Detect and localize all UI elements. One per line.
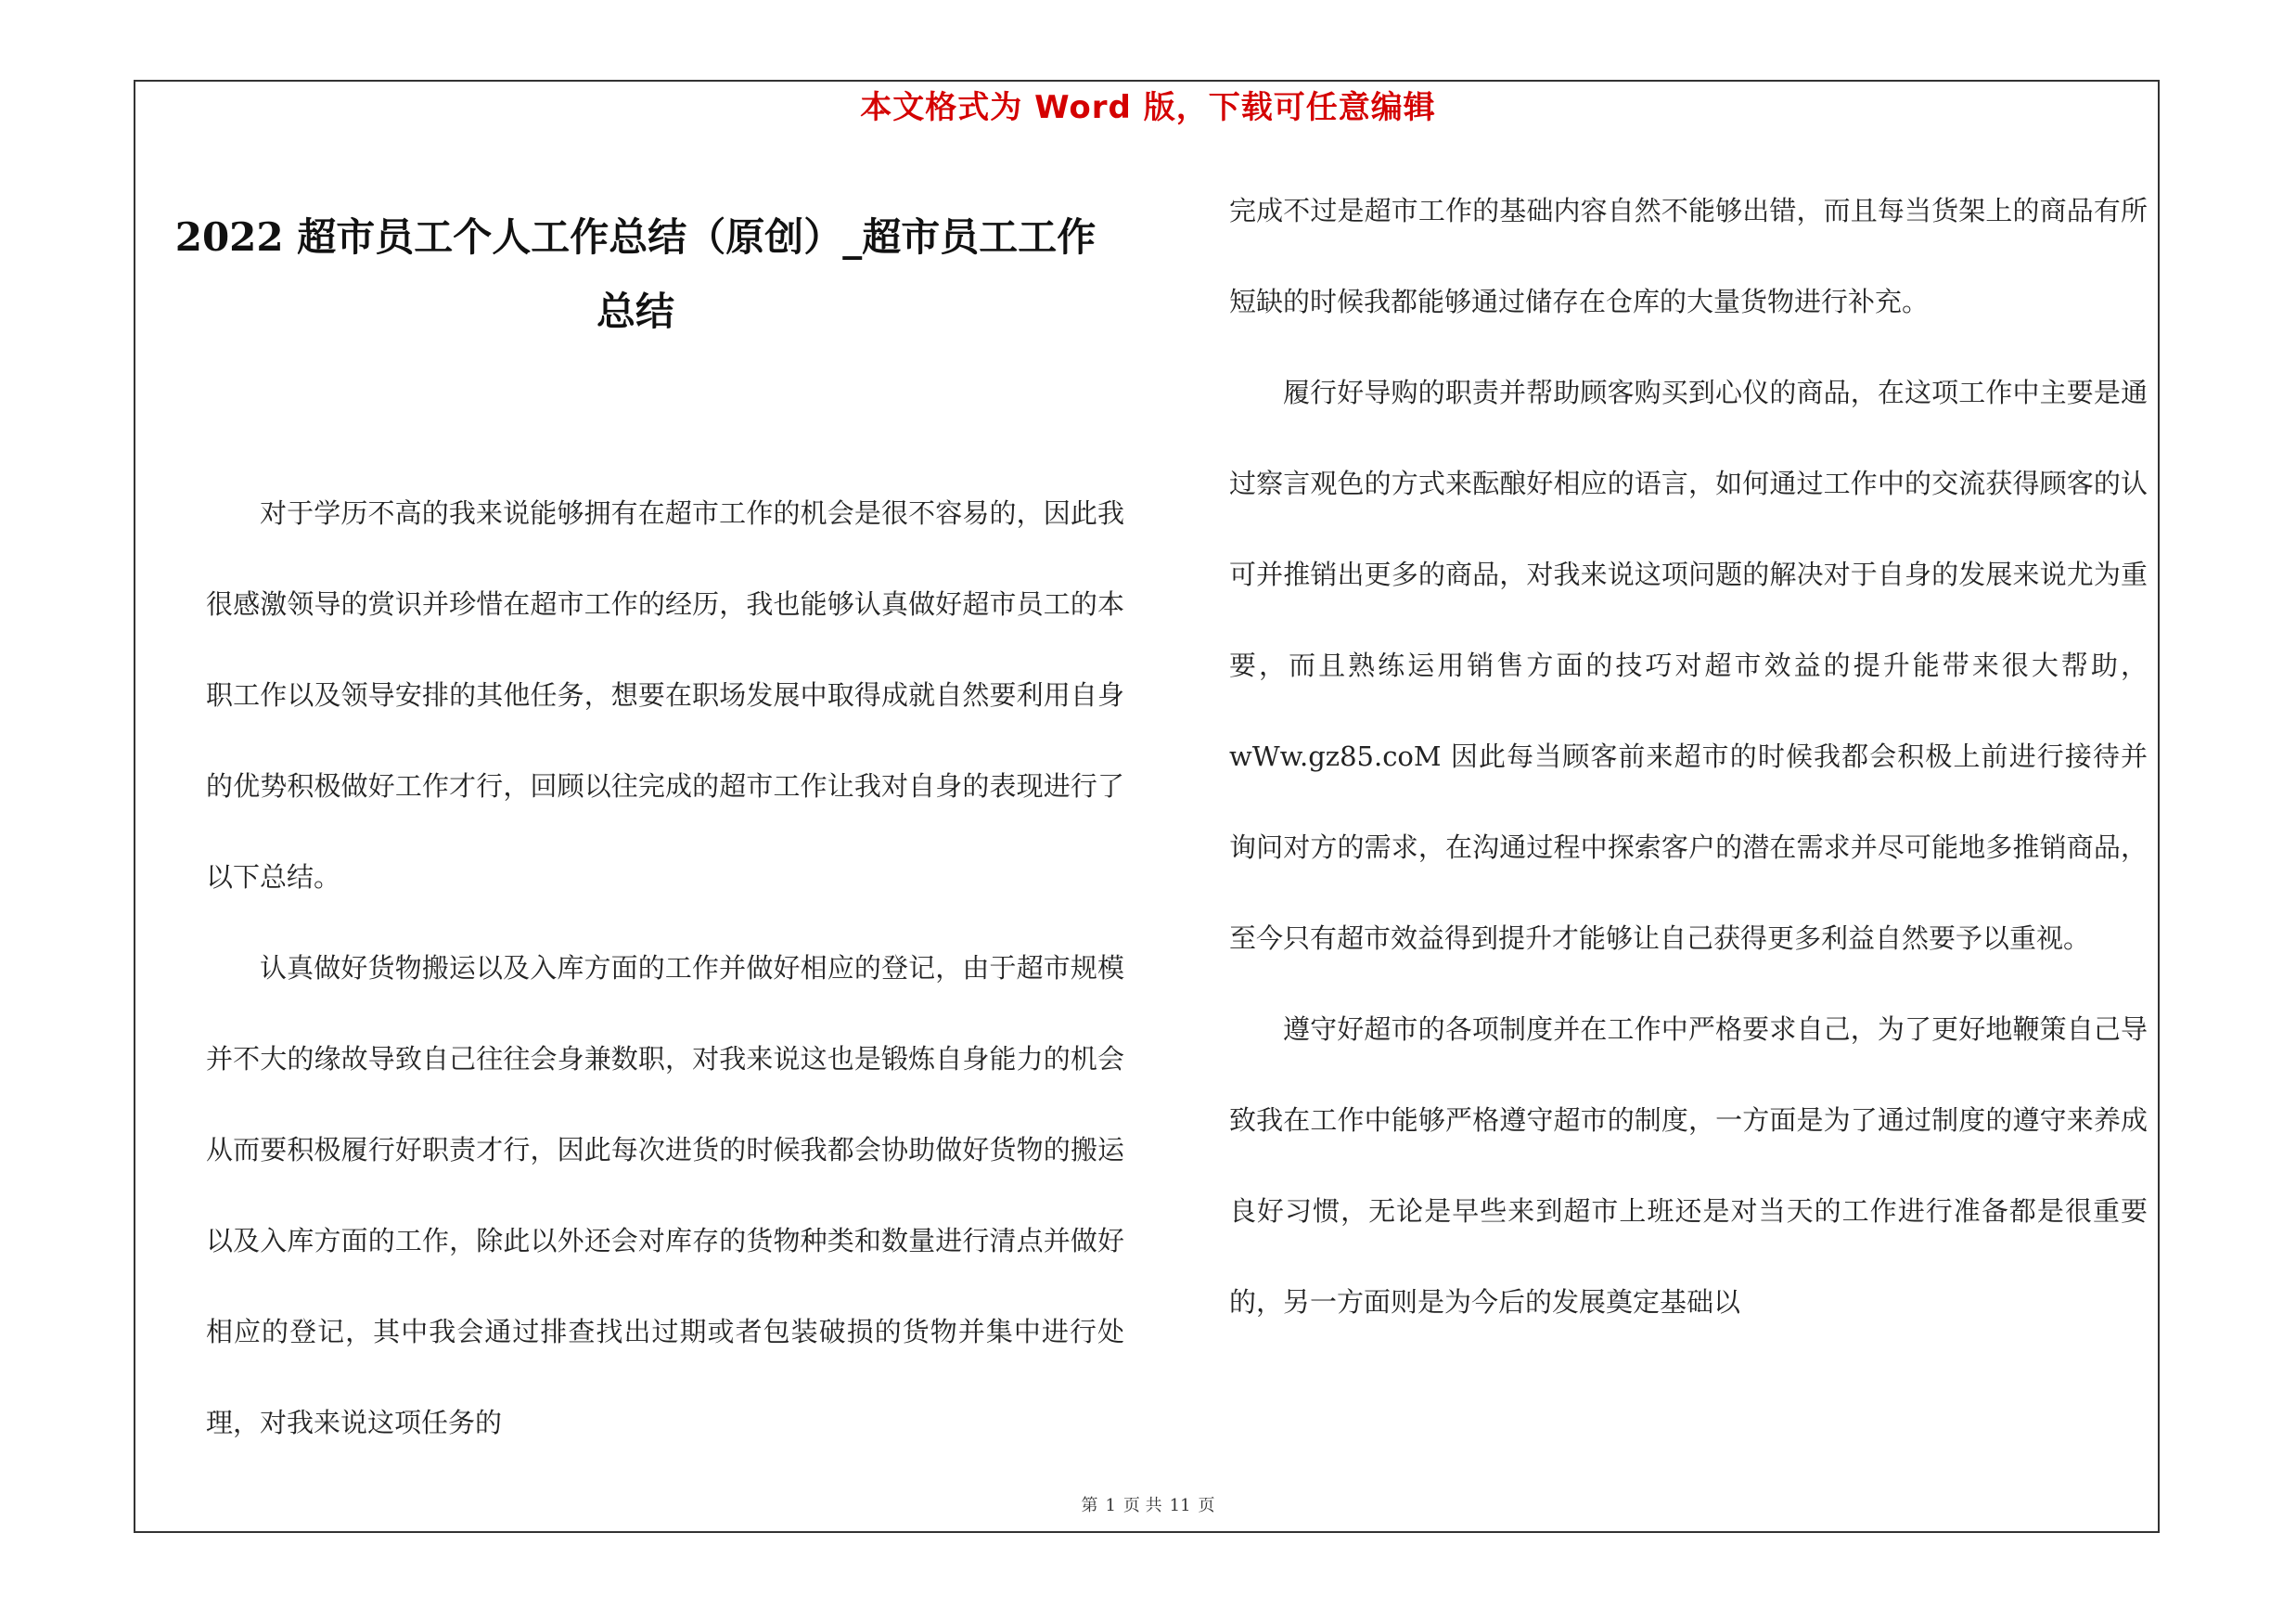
document-title — [139, 200, 1132, 349]
title-line-1: 2022 超市员工个人工作总结（原创）_超市员工工作 — [174, 214, 1097, 260]
paragraph-goods-handling-continued: 完成不过是超市工作的基础内容自然不能够出错，而且每当货架上的商品有所短缺的时候我都能够通过储存在仓库的大量货物进行补充。 — [1229, 195, 2148, 317]
paragraph-intro: 对于学历不高的我来说能够拥有在超市工作的机会是很不容易的，因此我很感激领导的赏识并珍惜在超市工作的经历，我也能够认真做好超市员工的本职工作以及领导安排的其他任务，想要在职场发展中取得成就自然要利用自身的优势积极做好工作才行，回顾以往完成的超市工作让我对自身的表现进行了以下总结。 — [206, 497, 1124, 893]
footer-suffix: 页 — [1198, 1496, 1215, 1515]
title-line-2: 总结 — [596, 289, 674, 334]
footer-prefix: 第 — [1081, 1496, 1098, 1515]
paragraph-goods-handling: 认真做好货物搬运以及入库方面的工作并做好相应的登记，由于超市规模并不大的缘故导致自己往往会身兼数职，对我来说这也是锻炼自身能力的机会从而要积极履行好职责才行，因此每次进货的时候我都会协助做好货物的搬运以及入库方面的工作，除此以外还会对库存的货物种类和数量进行清点并做好相应的登记，其中我会通过排查找出过期或者包装破损的货物并集中进行处理，对我来说这项任务的 — [206, 952, 1124, 1438]
footer-page-number: 1 — [1105, 1496, 1116, 1515]
format-banner: 本文格式为 Word 版，下载可任意编辑 — [860, 89, 1436, 126]
left-column — [206, 468, 1124, 1468]
footer-total-pages: 11 — [1169, 1496, 1191, 1515]
footer-mid: 页 共 — [1122, 1496, 1162, 1515]
paragraph-rules: 遵守好超市的各项制度并在工作中严格要求自己，为了更好地鞭策自己导致我在工作中能够严格遵守超市的制度，一方面是为了通过制度的遵守来养成良好习惯，无论是早些来到超市上班还是对当天的工作进行准备都是很重要的，另一方面则是为今后的发展奠定基础以 — [1229, 1013, 2148, 1318]
right-column — [1229, 165, 2148, 1347]
paragraph-shopping-guide: 履行好导购的职责并帮助顾客购买到心仪的商品，在这项工作中主要是通过察言观色的方式来酝酿好相应的语言，如何通过工作中的交流获得顾客的认可并推销出更多的商品，对我来说这项问题的解决对于自身的发展来说尤为重要，而且熟练运用销售方面的技巧对超市效益的提升能带来很大帮助，wWw.gz85.coM 因此每当顾客前来超市的时候我都会积极上前进行接待并询问对方的需求，在沟通过程中探索客户的潜在需求并尽可能地多推销商品，至今只有超市效益得到提升才能够让自己获得更多利益自然要予以重视。 — [1229, 377, 2148, 954]
page-footer — [0, 1492, 2296, 1520]
